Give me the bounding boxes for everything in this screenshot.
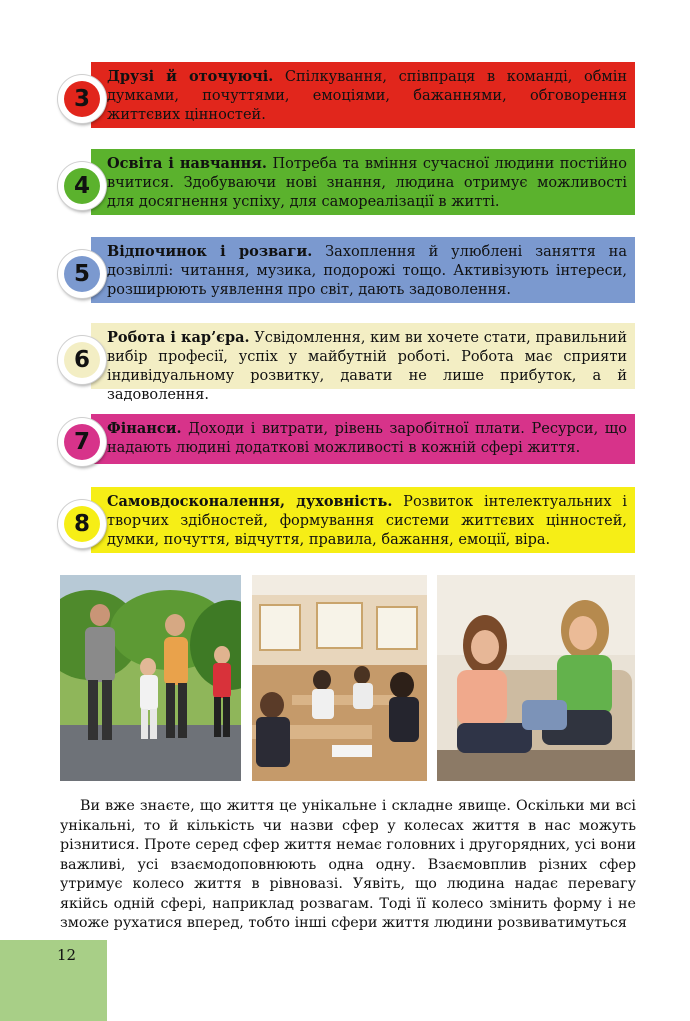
body-paragraph xyxy=(60,797,636,934)
number-badge-6 xyxy=(58,336,106,384)
page-number: 12 xyxy=(57,946,77,964)
number-badge-5 xyxy=(58,250,106,298)
sphere-title: Освіта і навчання. xyxy=(107,155,267,172)
number-badge-7 xyxy=(58,418,106,466)
sphere-card-career xyxy=(91,323,635,403)
photo-family-running xyxy=(60,575,241,781)
sphere-card-friends xyxy=(91,62,635,128)
number-label: 3 xyxy=(64,81,100,117)
sphere-title: Робота і кар’єра. xyxy=(107,329,250,346)
number-label: 6 xyxy=(64,342,100,378)
sphere-card-self-improvement xyxy=(91,487,635,553)
page-number-box xyxy=(0,940,107,1021)
number-label: 5 xyxy=(64,256,100,292)
sphere-title: Відпочинок і розваги. xyxy=(107,243,313,260)
sphere-card-finance xyxy=(91,414,635,464)
number-badge-8 xyxy=(58,500,106,548)
sphere-card-leisure xyxy=(91,237,635,303)
photo-classroom xyxy=(252,575,427,781)
sphere-title: Друзі й оточуючі. xyxy=(107,68,274,85)
paragraph-text: Ви вже знаєте, що життя це унікальне і складне явище. Оскільки ми всі унікальні, то й кількість чи назви сфер у колесах життя в нас можуть різнитися. Проте серед сфер життя немає головних і другорядних, усі вони важливі, усі взаємодоповнюють одна одну. Взаємовплив різних сфер утримує колесо життя в рівновазі. Уявіть, що людина надає перевагу якійсь одній сфері, наприклад розвагам. Тоді її колесо змінить форму і не зможе рухатися вперед, тобто інші сфери життя людини розвиватимуться xyxy=(60,798,636,931)
number-label: 7 xyxy=(64,424,100,460)
sphere-title: Фінанси. xyxy=(107,420,182,437)
sphere-text: Розвиток інтелектуальних і творчих здібностей, формування системи життєвих цінностей, думки, почуття, відчуття, правила, бажання, емоції, віра. xyxy=(107,494,627,548)
sphere-text: Потреба та вміння сучасної людини постійно вчитися. Здобуваючи нові знання, людина отримує можливості для досягнення успіху, для самореалізації в житті. xyxy=(107,156,627,210)
number-badge-4 xyxy=(58,162,106,210)
photo-conversation xyxy=(437,575,635,781)
number-label: 8 xyxy=(64,506,100,542)
sphere-title: Самовдосконалення, духовність. xyxy=(107,493,393,510)
number-label: 4 xyxy=(64,168,100,204)
number-badge-3 xyxy=(58,75,106,123)
sphere-card-education xyxy=(91,149,635,215)
sphere-text: Спілкування, співпраця в команді, обмін думками, почуттями, емоціями, бажаннями, обговорення життєвих цінностей. xyxy=(107,69,628,123)
sphere-text: Усвідомлення, ким ви хочете стати, правильний вибір професії, успіх у майбутній роботі. Робота має сприяти індивідуальному розвитку, давати не лише прибуток, а й задоволення. xyxy=(107,330,627,403)
sphere-text: Захоплення й улюблені заняття на дозвіллі: читання, музика, подорожі тощо. Активізують інтереси, розширюють уявлення про світ, дають задоволення. xyxy=(107,244,627,298)
sphere-text: Доходи і витрати, рівень заробітної плати. Ресурси, що надають людині додаткові можливості в кожній сфері життя. xyxy=(107,421,627,456)
